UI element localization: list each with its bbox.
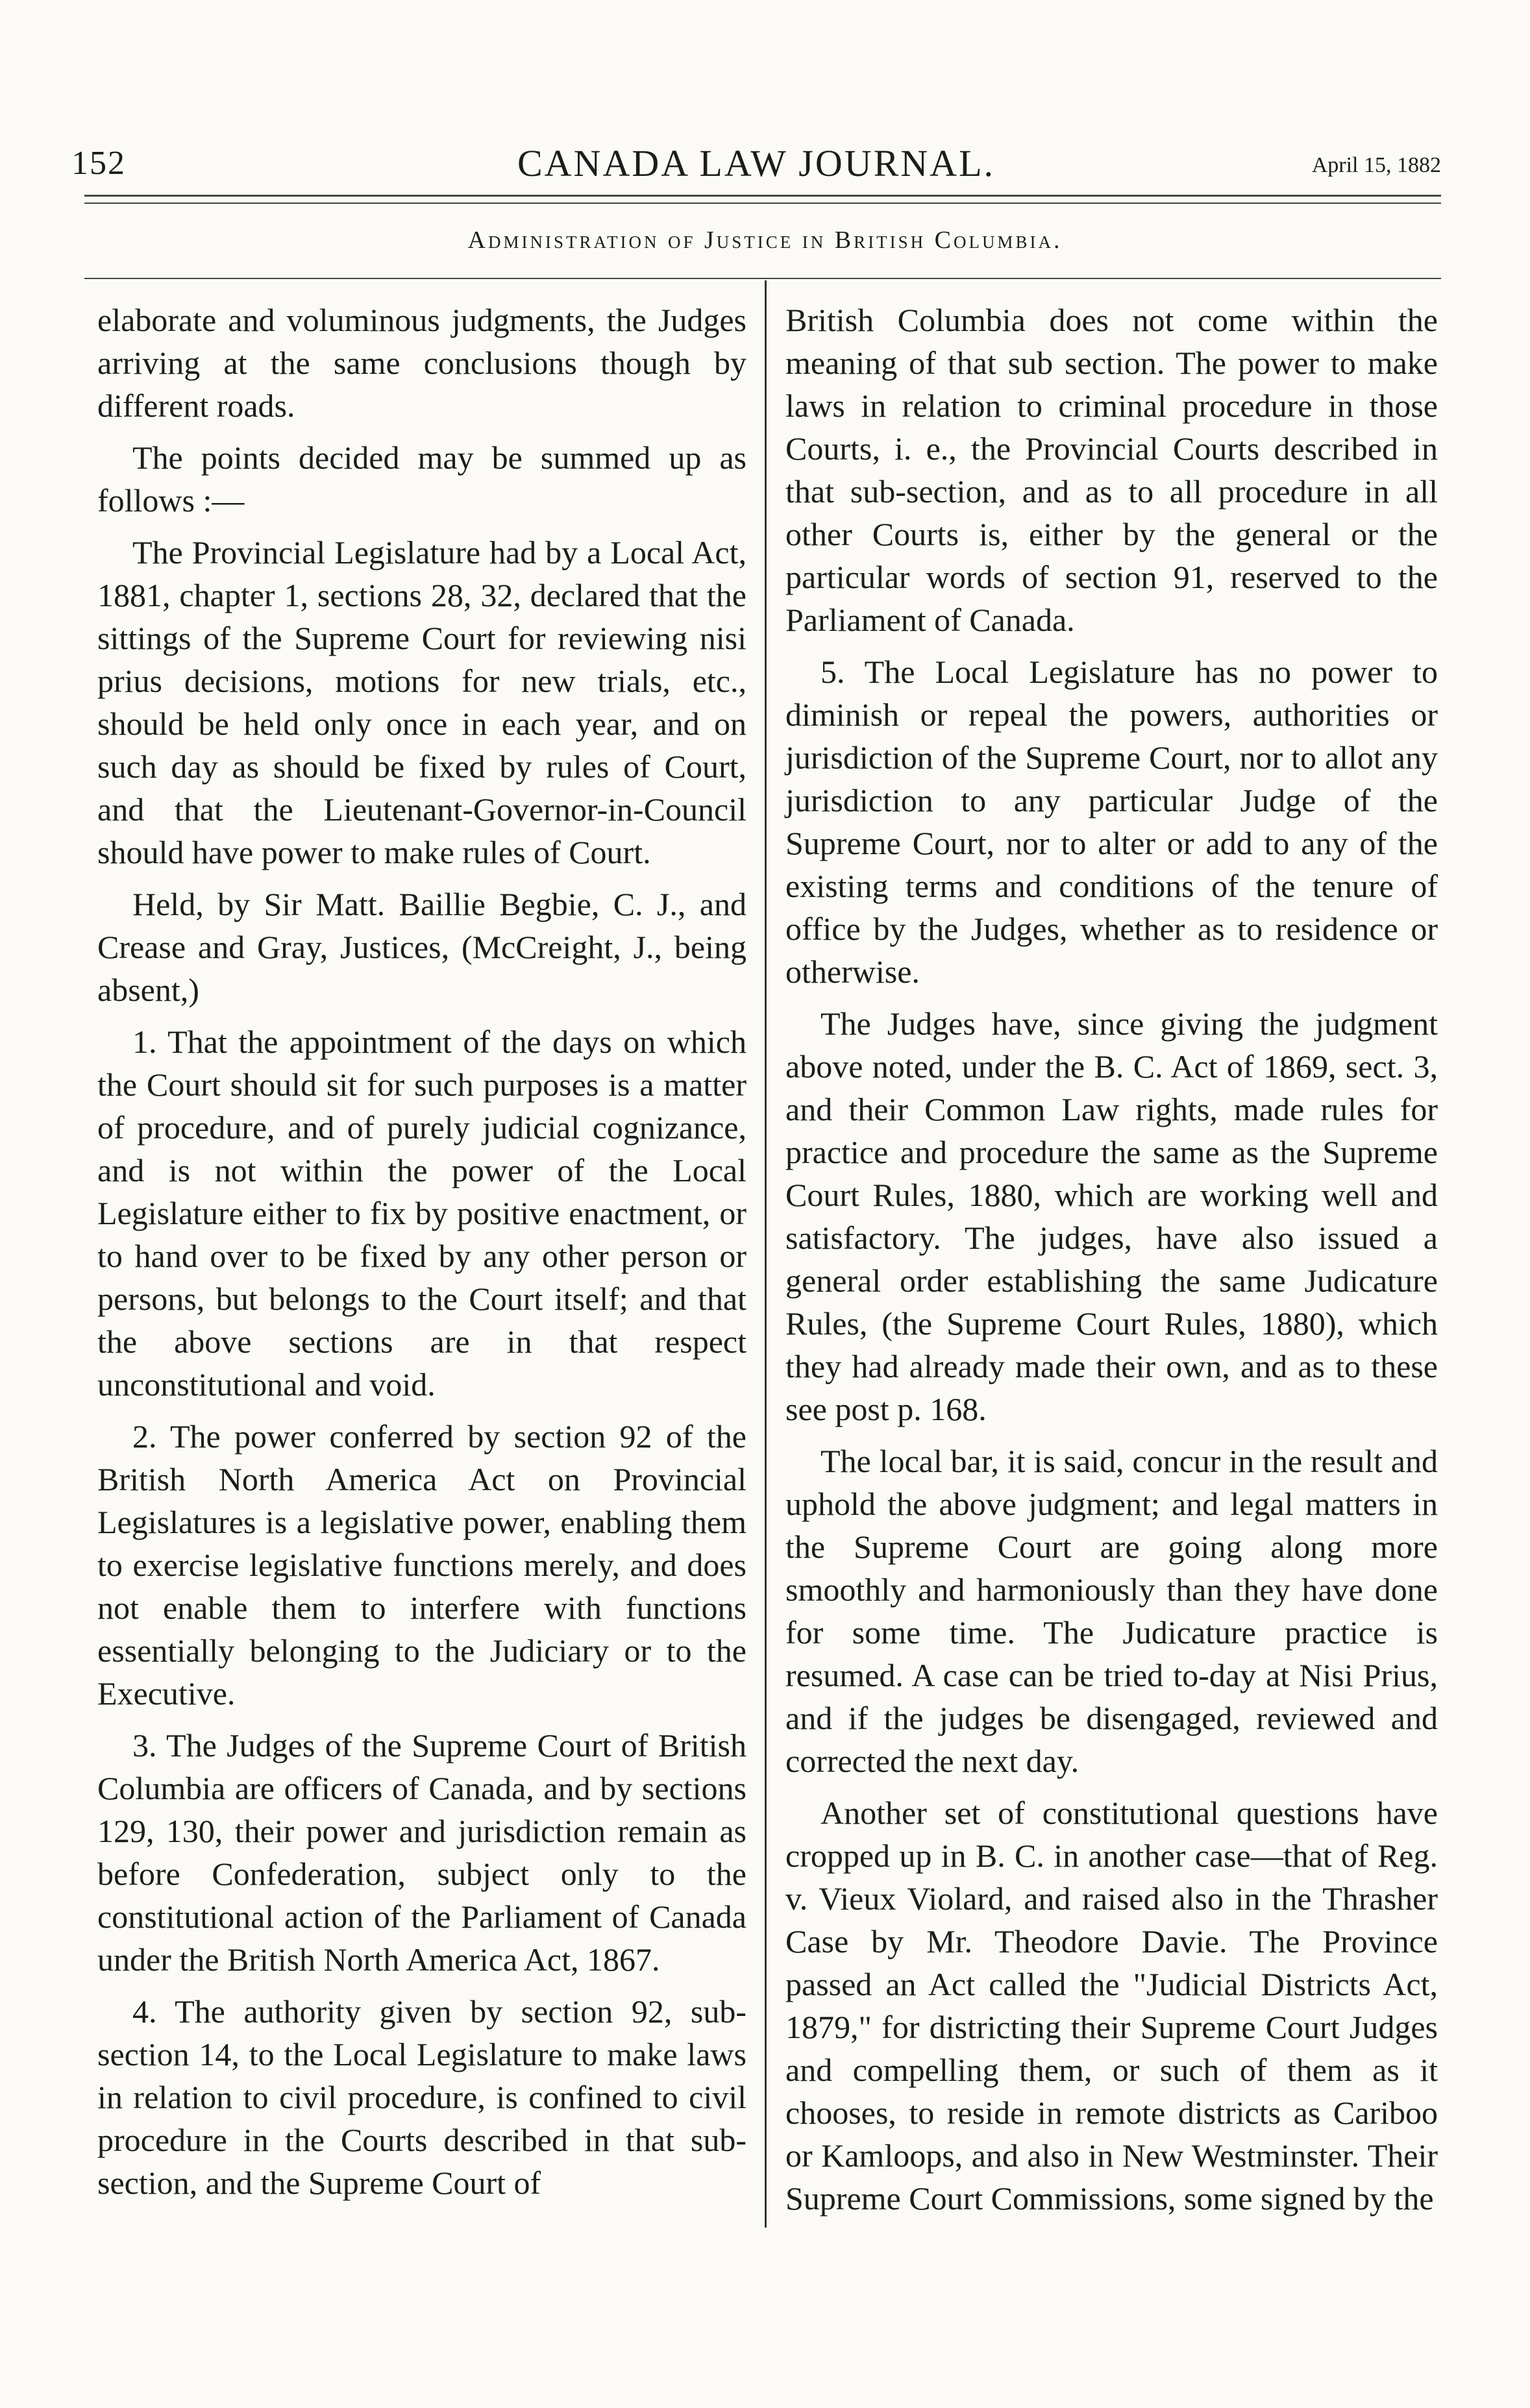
paragraph: The Judges have, since giving the judgment above noted, under the B. C. Act of 1869, sect. 3, and their Common Law rights, made rules for practice and procedure the same as the Supreme Court Rules, 1880, which are working well and satisfactory. The judges, have also issued a general order establishing the same Judicature Rules, (the Supreme Court Rules, 1880), which they had already made their own, and as to these see post p. 168.	[785, 1005, 1438, 1427]
paragraph: Held, by Sir Matt. Baillie Begbie, C. J., and Crease and Gray, Justices, (McCreight, J., being absent,)	[97, 886, 746, 1008]
paragraph: 3. The Judges of the Supreme Court of British Columbia are officers of Canada, and by sections 129, 130, their power and jurisdiction remain as before Confederation, subject only to the constitutional action of the Parliament of Canada under the British North America Act, 1867.	[97, 1727, 746, 1978]
paragraph: 2. The power conferred by section 92 of the British North America Act on Provincial Legislatures is a legislative power, enabling them to exercise legislative functions merely, and does not enable them to interfere with functions essentially belonging to the Judiciary or to the Executive.	[97, 1418, 746, 1712]
section-title: Administration of Justice in British Columbia.	[467, 227, 1063, 254]
journal-title: CANADA LAW JOURNAL.	[517, 142, 995, 184]
paragraph: British Columbia does not come within the meaning of that sub section. The power to make laws in relation to criminal procedure in those Courts, i. e., the Provincial Courts described in that sub-section, and as to all procedure in all other Courts is, either by the general or the particular words of section 91, reserved to the Parliament of Canada.	[785, 302, 1438, 638]
column-divider	[765, 280, 767, 2228]
header-rule-bottom	[84, 203, 1441, 204]
paragraph: elaborate and voluminous judgments, the Judges arriving at the same conclusions though by different roads.	[97, 302, 746, 424]
right-column	[785, 299, 1438, 2229]
header-rule-top	[84, 195, 1441, 197]
paragraph: The Provincial Legislature had by a Local Act, 1881, chapter 1, sections 28, 32, declared that the sittings of the Supreme Court for reviewing nisi prius decisions, motions for new trials, etc., should be held only once in each year, and on such day as should be fixed by rules of Court, and that the Lieutenant-Governor-in-Council should have power to make rules of Court.	[97, 534, 746, 870]
page-number: 152	[71, 145, 126, 182]
section-rule	[84, 278, 1441, 279]
paragraph: 4. The authority given by section 92, sub-section 14, to the Local Legislature to make laws in relation to civil procedure, is confined to civil procedure in the Courts described in that sub-section, and the Supreme Court of	[97, 1993, 746, 2201]
paragraph: The local bar, it is said, concur in the result and uphold the above judgment; and legal matters in the Supreme Court are going along more smoothly and harmoniously than they have done for some time. The Judicature practice is resumed. A case can be tried to-day at Nisi Prius, and if the judges be disengaged, reviewed and corrected the next day.	[785, 1443, 1438, 1779]
paragraph: 5. The Local Legislature has no power to diminish or repeal the powers, authorities or jurisdiction of the Supreme Court, nor to allot any jurisdiction to any particular Judge of the Supreme Court, nor to alter or add to any of the existing terms and conditions of the tenure of office by the Judges, whether as to residence or otherwise.	[785, 654, 1438, 990]
running-header	[71, 144, 1441, 203]
issue-date: April 15, 1882	[1311, 153, 1441, 177]
paragraph: 1. That the appointment of the days on which the Court should sit for such purposes is a matter of procedure, and of purely judicial cognizance, and is not within the power of the Local Legislature either to fix by positive enactment, or to hand over to be fixed by any other person or persons, but belongs to the Court itself; and that the above sections are in that respect unconstitutional and void.	[97, 1024, 746, 1403]
paragraph: Another set of constitutional questions have cropped up in B. C. in another case—that of Reg. v. Vieux Violard, and raised also in the Thrasher Case by Mr. Theodore Davie. The Province passed an Act called the "Judicial Districts Act, 1879," for districting their Supreme Court Judges and compelling them, or such of them as it chooses, to reside in remote districts as Cariboo or Kamloops, and also in New Westminster. Their Supreme Court Commissions, some signed by the	[785, 1795, 1438, 2217]
paragraph: The points decided may be summed up as follows :—	[97, 439, 746, 519]
left-column	[97, 299, 746, 2213]
